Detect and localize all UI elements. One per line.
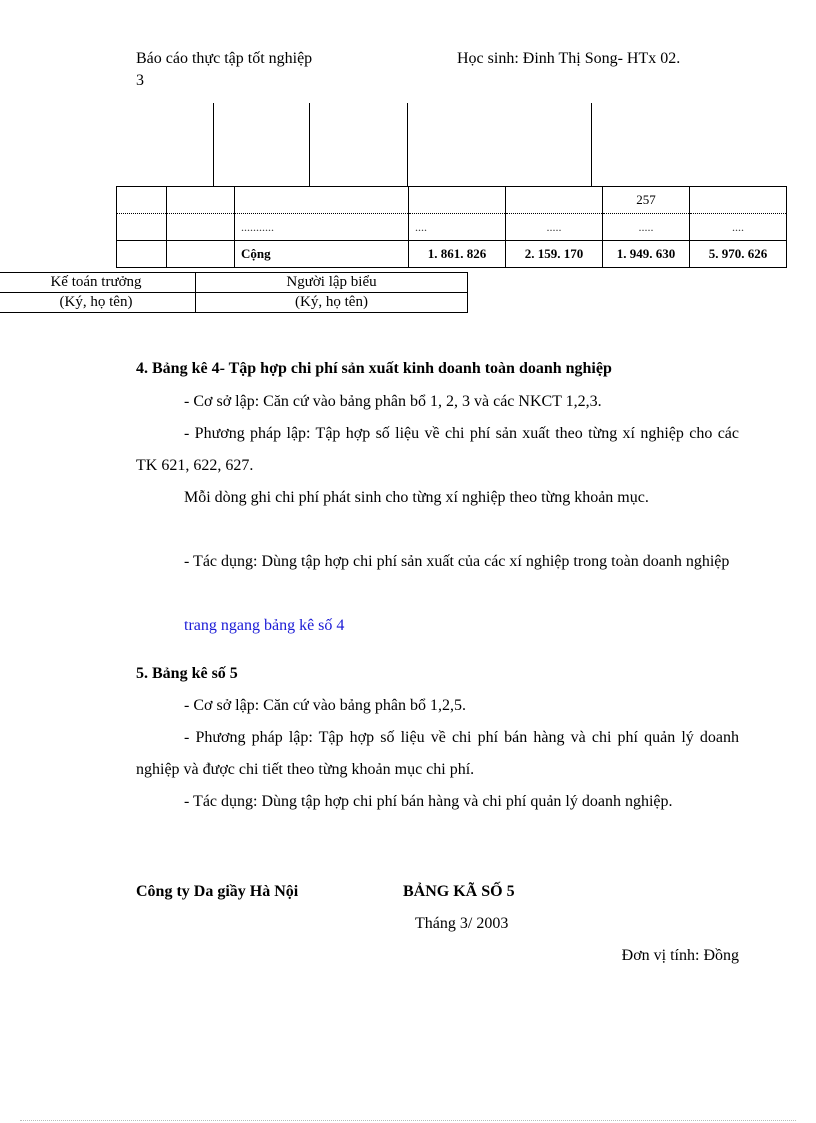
column-divider: [591, 103, 592, 186]
header-left-title: Báo cáo thực tập tốt nghiệp: [136, 50, 313, 67]
preparer-sign: (Ký, họ tên): [196, 293, 468, 313]
table-row-total: [117, 241, 787, 268]
company-name: Công ty Da giầy Hà Nội: [136, 883, 299, 900]
header-right-title: Học sinh: Đinh Thị Song- HTx 02.: [457, 50, 681, 67]
report-title: BẢNG KÃ SỐ 5: [403, 883, 515, 900]
section4-method: - Phương pháp lập: Tập hợp số liệu về chi phí sản xuất theo từng xí nghiệp cho các TK 621, 622, 627.: [136, 425, 739, 474]
column-divider: [213, 103, 214, 186]
report-month: Tháng 3/ 2003: [415, 915, 509, 932]
table-cell: ....: [690, 214, 787, 241]
table-row: [117, 187, 787, 214]
total-value: 1. 861. 826: [409, 241, 506, 268]
unit-label: Đơn vị tính: Đồng: [621, 947, 739, 964]
total-value: 5. 970. 626: [690, 241, 787, 268]
chief-accountant-label: Kế toán trưởng: [0, 273, 196, 293]
chief-accountant-sign: (Ký, họ tên): [0, 293, 196, 313]
section4-effect: - Tác dụng: Dùng tập hợp chi phí sản xuất của các xí nghiệp trong toàn doanh nghiệp: [184, 553, 730, 570]
section5-basis: - Cơ sở lập: Căn cứ vào bảng phân bổ 1,2,5.: [184, 697, 466, 714]
table-cell: 257: [603, 187, 690, 214]
page-number: 3: [136, 72, 144, 89]
cost-table: [116, 186, 787, 268]
table-cell: .....: [603, 214, 690, 241]
table-row: [117, 214, 787, 241]
section4-basis: - Cơ sở lập: Căn cứ vào bảng phân bổ 1, 2, 3 và các NKCT 1,2,3.: [184, 393, 602, 410]
section5-effect: - Tác dụng: Dùng tập hợp chi phí bán hàng và chi phí quản lý doanh nghiệp.: [184, 793, 673, 810]
total-label: Cộng: [235, 241, 409, 268]
section5-method: - Phương pháp lập: Tập hợp số liệu về chi phí bán hàng và chi phí quản lý doanh nghiệp và được chi tiết theo từng khoản mục chi phí.: [136, 729, 739, 778]
section4-rows-note: Mỗi dòng ghi chi phí phát sinh cho từng xí nghiệp theo từng khoản mục.: [184, 489, 649, 506]
total-value: 1. 949. 630: [603, 241, 690, 268]
signature-table: [0, 272, 468, 313]
section4-landscape-link[interactable]: trang ngang bảng kê số 4: [184, 617, 345, 634]
section5-heading: 5. Bảng kê số 5: [136, 665, 238, 682]
column-divider: [309, 103, 310, 186]
column-divider: [407, 103, 408, 186]
table-cell: .....: [506, 214, 603, 241]
total-value: 2. 159. 170: [506, 241, 603, 268]
section4-heading: 4. Bảng kê 4- Tập hợp chi phí sản xuất kinh doanh toàn doanh nghiệp: [136, 360, 612, 377]
table-cell: ...........: [235, 214, 409, 241]
page-footer-rule: [20, 1120, 796, 1121]
preparer-label: Người lập biểu: [196, 273, 468, 293]
table-cell: ....: [409, 214, 506, 241]
